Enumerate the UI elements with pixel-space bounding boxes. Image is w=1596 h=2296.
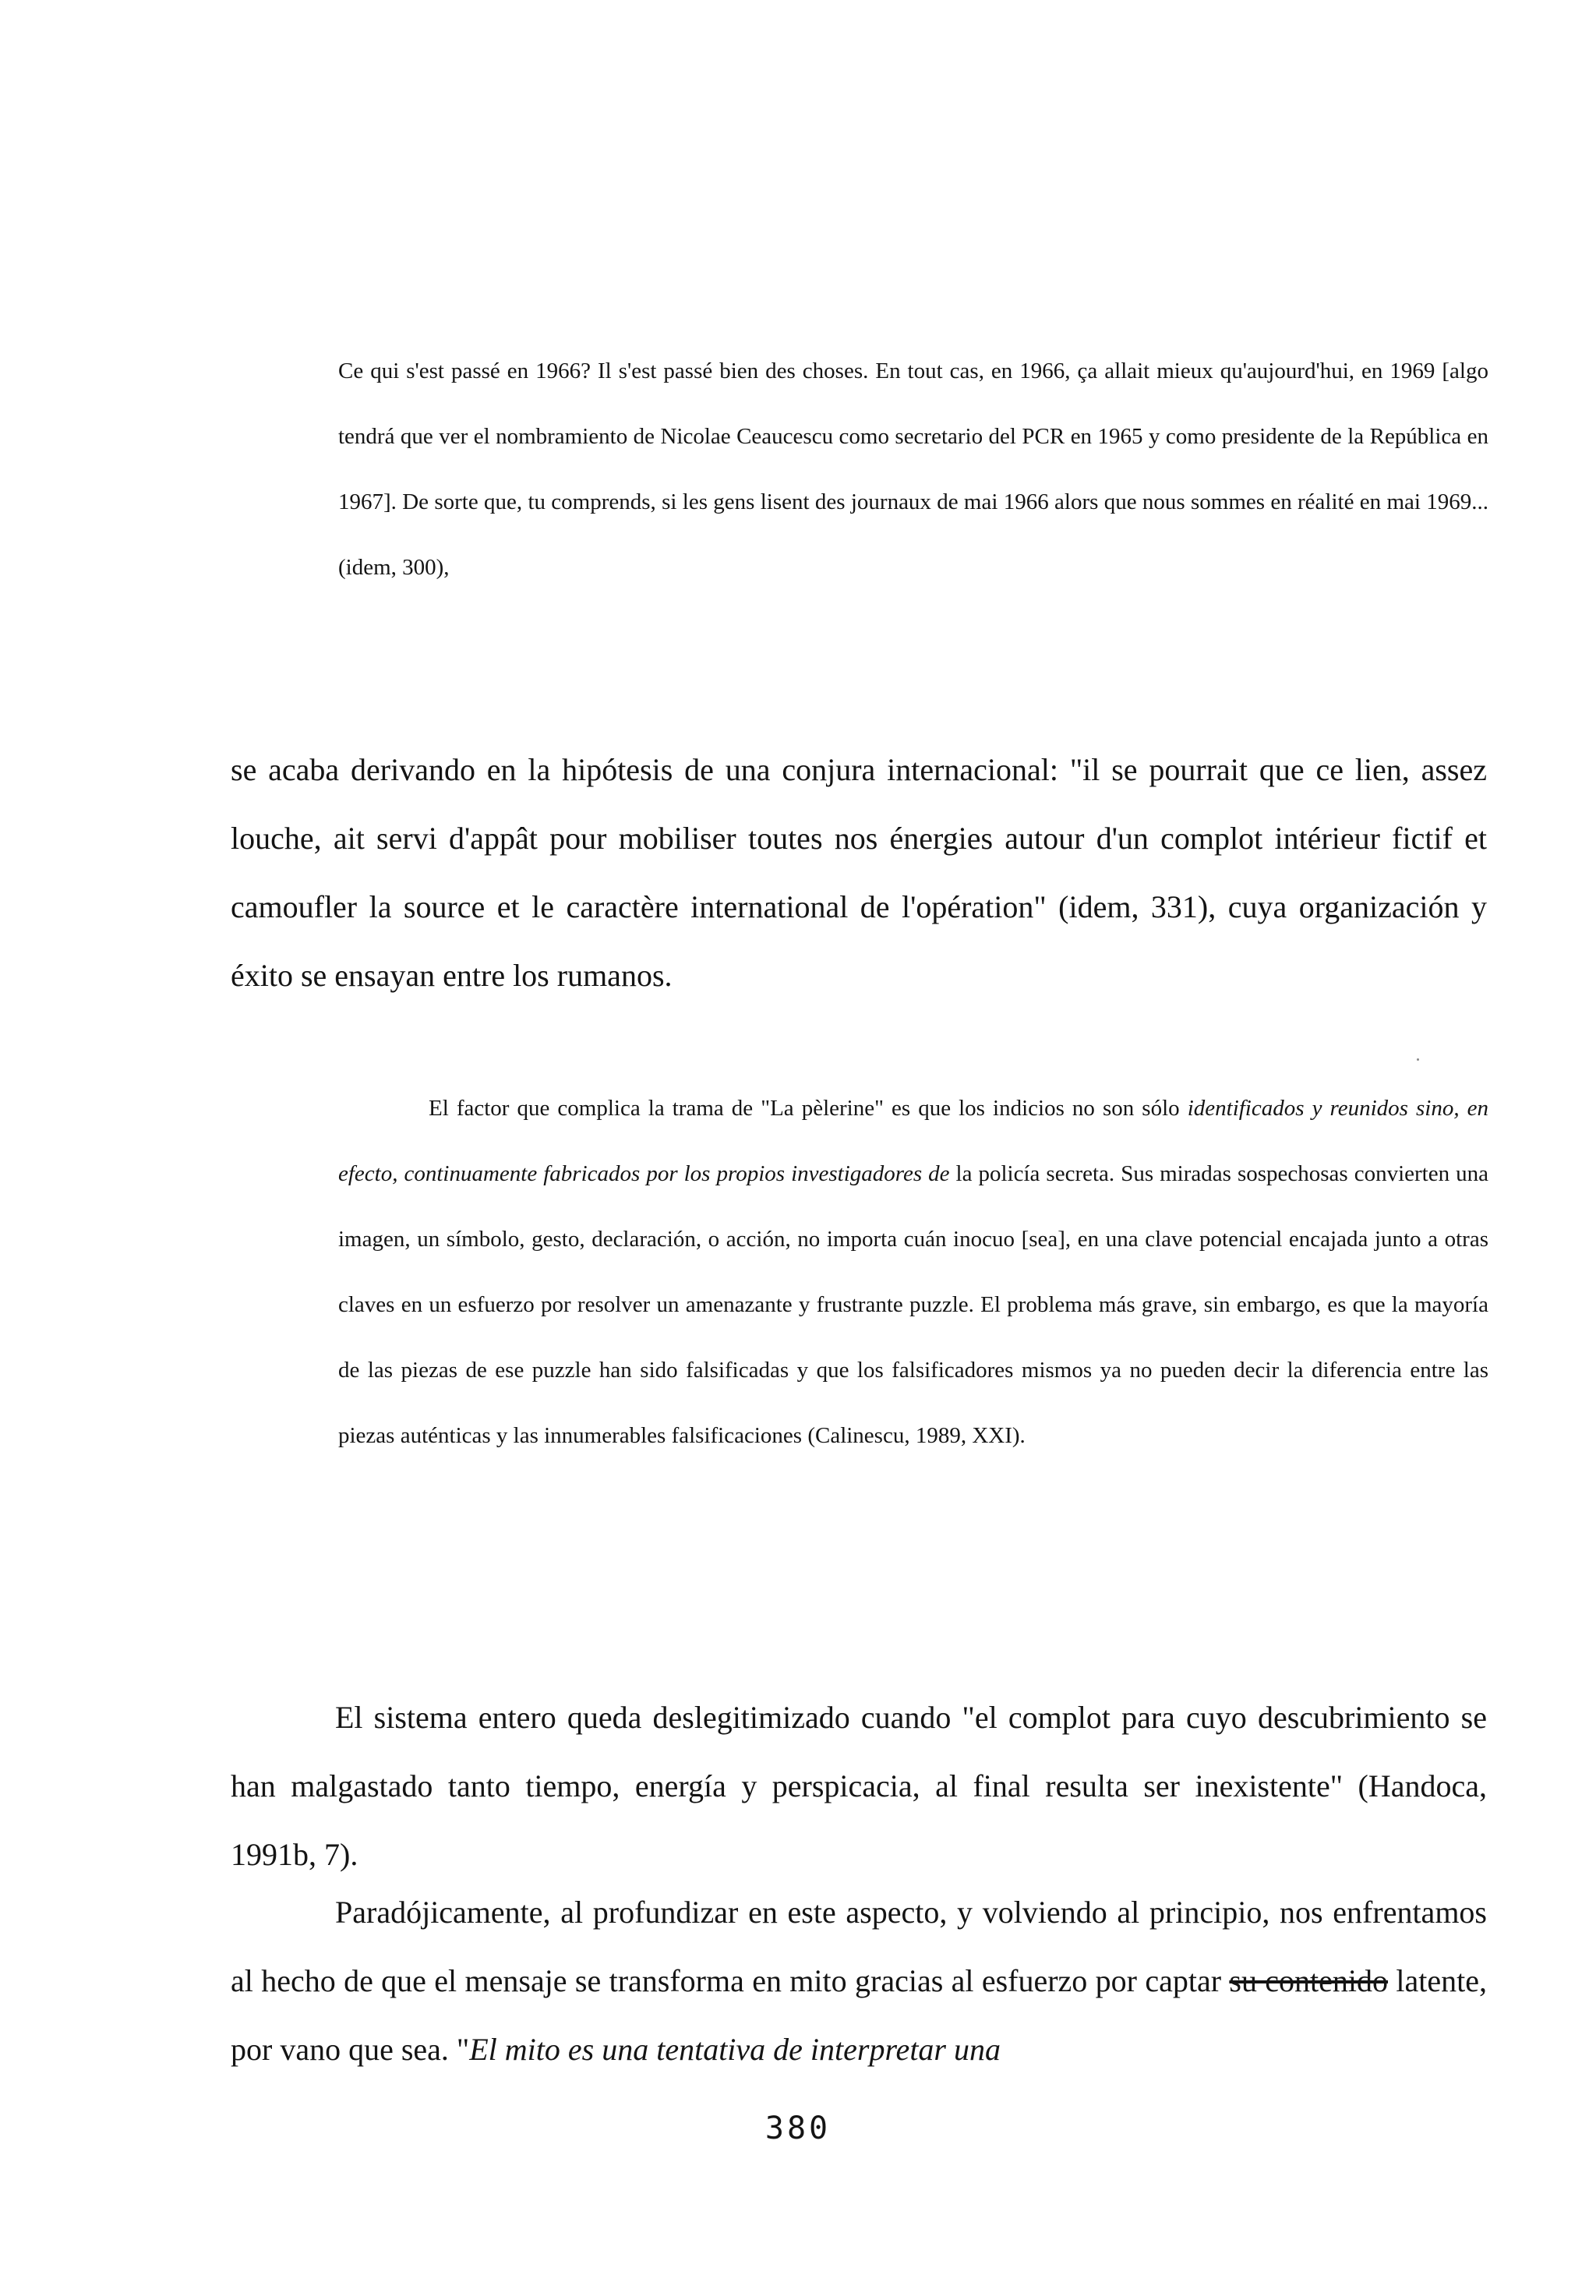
stray-dot-mark xyxy=(1417,1058,1419,1061)
quote-text: Ce qui s'est passé en 1966? Il s'est passé bien des choses. En tout cas, en 1966, ça allait mieux qu'aujourd'hui, en 1969 [algo tendrá que ver el nombramiento de Nicolae Ceaucescu como secretario del PCR en 1965 y como presidente de la República en 1967]. De sorte que, tu comprends, si les gens lisent des journaux de mai 1966 alors que nous sommes en réalité en mai 1969... (idem, 300), xyxy=(338,359,1488,580)
paragraph-text: se acaba derivando en la hipótesis de una conjura internacional: "il se pourrait que ce lien, assez louche, ait servi d'appât pour mobiliser toutes nos énergies autour d'un complot intérieur fictif et camoufler la source et le caractère international de l'opération" (idem, 331), cuya organización y éxito se ensayan entre los rumanos. xyxy=(231,752,1487,993)
body-paragraph xyxy=(231,1683,1487,1889)
block-quote-french xyxy=(338,338,1488,600)
body-paragraph xyxy=(231,736,1487,1010)
struck-text: su contenido xyxy=(1229,1963,1389,1998)
paragraph-text-continued: latente, por vano que sea. " xyxy=(231,1963,1487,2067)
quote-italic-text: identificados y reunidos sino, en efecto, continuamente fabricados por los propios investigadores de xyxy=(338,1096,1488,1186)
quote-text-continued: la policía secreta. Sus miradas sospechosas convierten una imagen, un símbolo, gesto, declaración, o acción, no importa cuán inocuo [sea], en una clave potencial encajada junto a otras claves en un esfuerzo por resolver un amenazante y frustrante puzzle. El problema más grave, sin embargo, es que la mayoría de las piezas de ese puzzle han sido falsificadas y que los falsificadores mismos ya no pueden decir la diferencia entre las piezas auténticas y las innumerables falsificaciones (Calinescu, 1989, XXI). xyxy=(338,1161,1488,1448)
block-quote-calinescu xyxy=(338,1076,1488,1468)
quote-text: El factor que complica la trama de "La pèlerine" es que los indicios no son sólo xyxy=(429,1096,1188,1121)
page-number: 380 xyxy=(764,2111,832,2146)
paragraph-text: El sistema entero queda deslegitimizado cuando "el complot para cuyo descubrimiento se han malgastado tanto tiempo, energía y perspicacia, al final resulta ser inexistente" (Handoca, 1991b, 7). xyxy=(231,1700,1487,1872)
paragraph-text: Paradójicamente, al profundizar en este aspecto, y volviendo al principio, nos enfrentamos al hecho de que el mensaje se transforma en mito gracias al esfuerzo por captar xyxy=(231,1895,1487,1998)
body-paragraph xyxy=(231,1878,1487,2084)
italic-text: El mito es una tentativa de interpretar una xyxy=(469,2032,1001,2067)
